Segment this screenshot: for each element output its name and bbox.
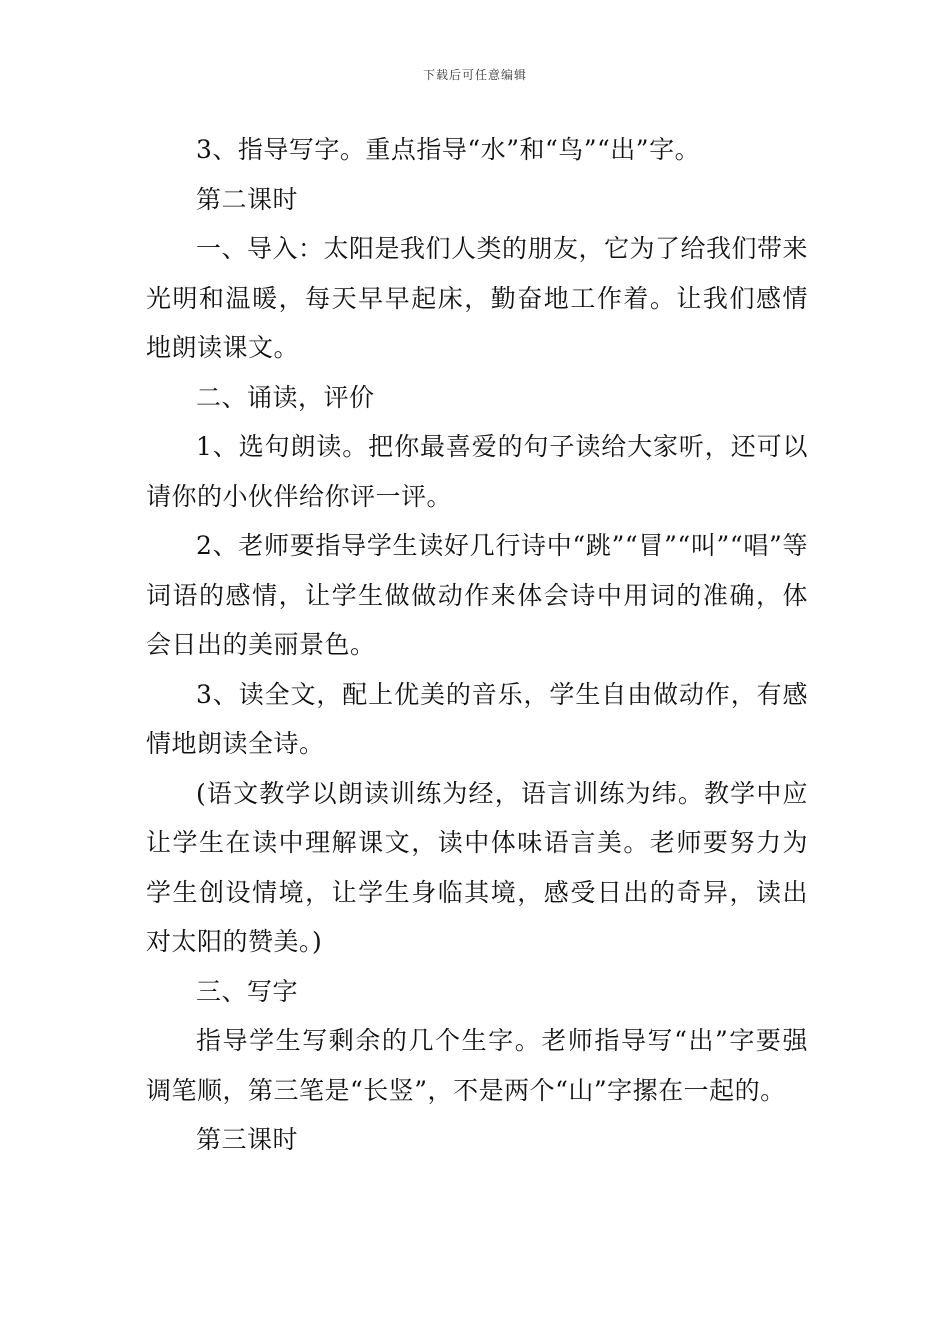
heading-writing: 三、写字: [196, 976, 299, 1006]
paragraph-read-full-text: 3、读全文，配上优美的音乐，学生自由做动作，有感情地朗读全诗。: [146, 679, 808, 758]
paragraph-teacher-guide: 2、老师要指导学生读好几行诗中“跳”“冒”“叫”“唱”等词语的感情，让学生做做动作来体会诗中用词的准确，体会日出的美丽景色。: [146, 531, 808, 659]
header-note: 下载后可任意编辑: [422, 68, 527, 82]
paragraph-writing-instruction: 指导学生写剩余的几个生字。老师指导写“出”字要强调笔顺，第三笔是“长竖”，不是两个“山”字摞在一起的。: [146, 1026, 808, 1105]
heading-recite-evaluate: 二、诵读，评价: [196, 382, 375, 412]
paragraph-introduction: 一、导入：太阳是我们人类的朋友，它为了给我们带来光明和温暖，每天早早起床，勤奋地工作着。让我们感情地朗读课文。: [146, 234, 809, 362]
paragraph-select-reading: 1、选句朗读。把你最喜爱的句子读给大家听，还可以请你的小伙伴给你评一评。: [146, 432, 808, 511]
heading-lesson-three: 第三课时: [196, 1125, 299, 1154]
heading-lesson-two: 第二课时: [196, 184, 299, 214]
paragraph-writing-guide: 3、指导写字。重点指导“水”和“鸟”“出”字。: [196, 135, 701, 164]
paragraph-teaching-note: (语文教学以朗读训练为经，语言训练为纬。教学中应让学生在读中理解课文，读中体味语言美。老师要努力为学生创设情境，让学生身临其境，感受日出的奇异，读出对太阳的赞美。): [146, 778, 808, 956]
document-body: [146, 125, 808, 1165]
